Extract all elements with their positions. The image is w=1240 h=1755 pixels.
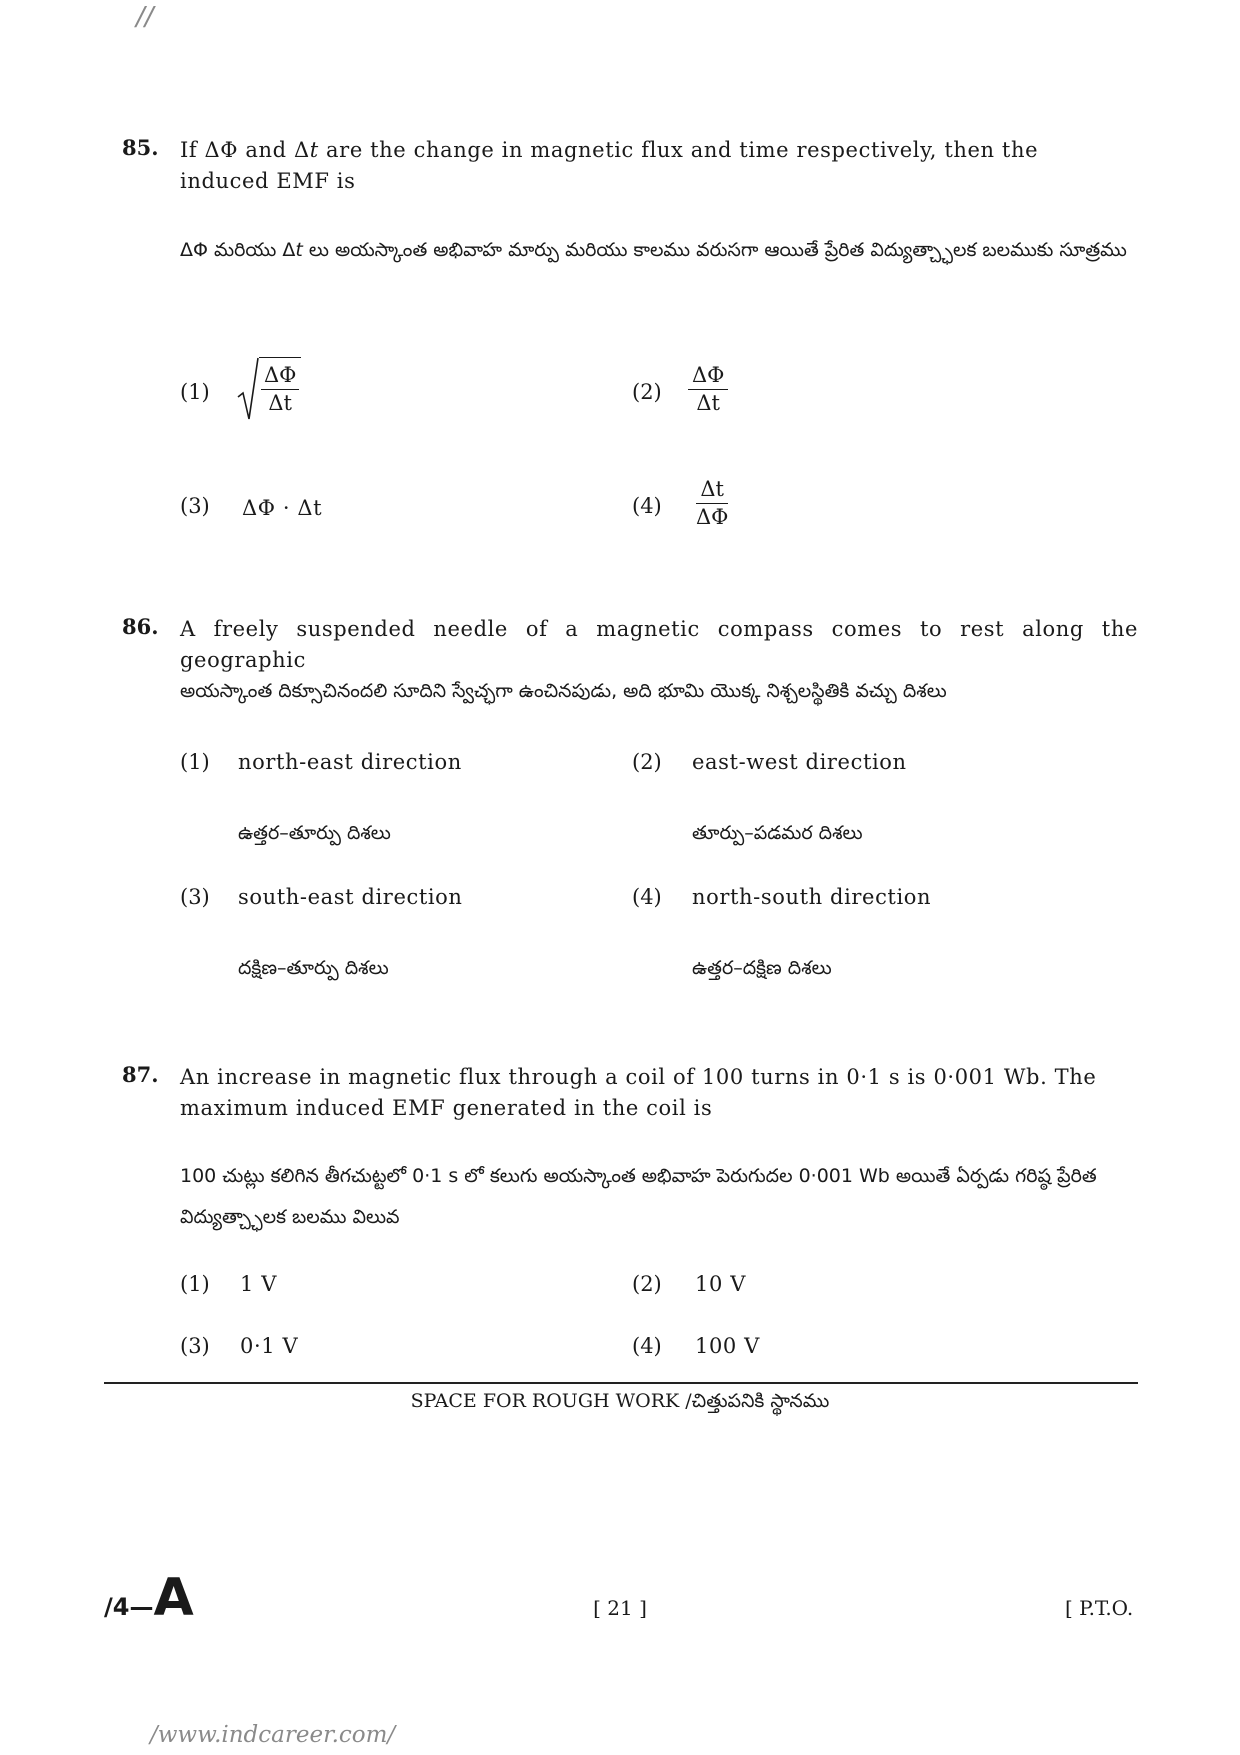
q86-option-2-en: east-west direction [692,750,907,774]
rough-work-label: SPACE FOR ROUGH WORK /చిత్తుపనికి స్థానము [410,1390,830,1412]
page-number: [ 21 ] [593,1596,647,1620]
q87-option-2-number: (2) [632,1272,662,1296]
question-85-number: 85. [122,135,159,160]
q85-option-1-denominator: Δt [268,391,292,415]
q85-option-3-product: ΔΦ · Δt [242,496,323,520]
question-87-en-line1: An increase in magnetic flux through a coil of 100 turns in 0·1 s is 0·001 Wb. The [180,1065,1097,1089]
q85-option-2-denominator: Δt [696,391,720,415]
q85-option-4-denominator: ΔΦ [696,505,729,529]
sqrt-symbol [237,357,259,423]
q86-option-3-en: south-east direction [238,885,463,909]
q85-option-1-numerator: ΔΦ [261,362,299,390]
q87-option-3-en: 0·1 V [240,1334,299,1358]
q86-option-1-number: (1) [180,750,210,774]
question-85-text-te: ΔΦ మరియు Δt లు అయస్కాంత అభివాహ మార్పు మరియు కాలము వరుసగా ఆయితే ప్రేరిత విద్యుత్చ్ఛాలక బలముకు సూత్రము [180,239,1127,261]
q86-option-1-en: north-east direction [238,750,462,774]
q87-option-4-en: 100 V [695,1334,760,1358]
q85-option-3-number: (3) [180,494,210,518]
q85-option-1-sqrt-fraction [237,357,301,423]
q85-option-4-fraction [692,476,732,531]
q87-option-4-number: (4) [632,1334,662,1358]
q85-option-2-fraction [688,362,728,417]
booklet-code-prefix: /4— [104,1593,154,1621]
q86-option-1-te: ఉత్తర–తూర్పు దిశలు [238,822,391,844]
question-87-text-en [180,1062,1138,1124]
pto-label: [ P.T.O. [1065,1596,1134,1620]
question-85-en-line2: induced EMF is [180,169,356,193]
q87-option-2-en: 10 V [695,1272,746,1296]
q85-option-1-number: (1) [180,380,210,404]
question-85-text-en [180,135,1138,197]
corner-mark: // [136,2,154,32]
q85-option-4-number: (4) [632,494,662,518]
question-86-text-en: A freely suspended needle of a magnetic compass comes to rest along the geographic [180,617,1138,672]
q86-option-3-te: దక్షిణ–తూర్పు దిశలు [238,957,389,979]
question-86-number: 86. [122,614,159,639]
rough-work-divider [104,1382,1138,1384]
q86-option-2-number: (2) [632,750,662,774]
question-87-en-line2: maximum induced EMF generated in the coil is [180,1096,713,1120]
q86-option-4-en: north-south direction [692,885,932,909]
question-85-en-line1: If ΔΦ and Δt are the change in magnetic flux and time respectively, then the [180,138,1039,162]
q86-option-2-te: తూర్పు–పడమర దిశలు [692,822,863,844]
q87-option-1-en: 1 V [240,1272,278,1296]
q85-option-2-number: (2) [632,380,662,404]
question-86-text-te: అయస్కాంత దిక్సూచినందలి సూదిని స్వేచ్ఛగా ఉంచినపుడు, అది భూమి యొక్క నిశ్చలస్థితికి వచ్చు దిశలు [180,680,947,702]
q87-option-1-number: (1) [180,1272,210,1296]
q86-option-3-number: (3) [180,885,210,909]
q87-option-3-number: (3) [180,1334,210,1358]
source-watermark: /www.indcareer.com/ [150,1722,396,1748]
question-87-text-te: 100 చుట్లు కలిగిన తీగచుట్టలో 0·1 s లో కలుగు అయస్కాంత అభివాహ పెరుగుదల 0·001 Wb అయితే ఏర్పడు గరిష్ఠ ప్రేరిత విద్యుత్చ్ఛాలక బలము విలువ [180,1165,1097,1228]
booklet-code-letter: A [153,1568,194,1628]
q85-option-4-numerator: Δt [696,476,728,504]
q86-option-4-number: (4) [632,885,662,909]
q85-option-2-numerator: ΔΦ [688,362,728,390]
q86-option-4-te: ఉత్తర–దక్షిణ దిశలు [692,957,832,979]
question-87-number: 87. [122,1062,159,1087]
